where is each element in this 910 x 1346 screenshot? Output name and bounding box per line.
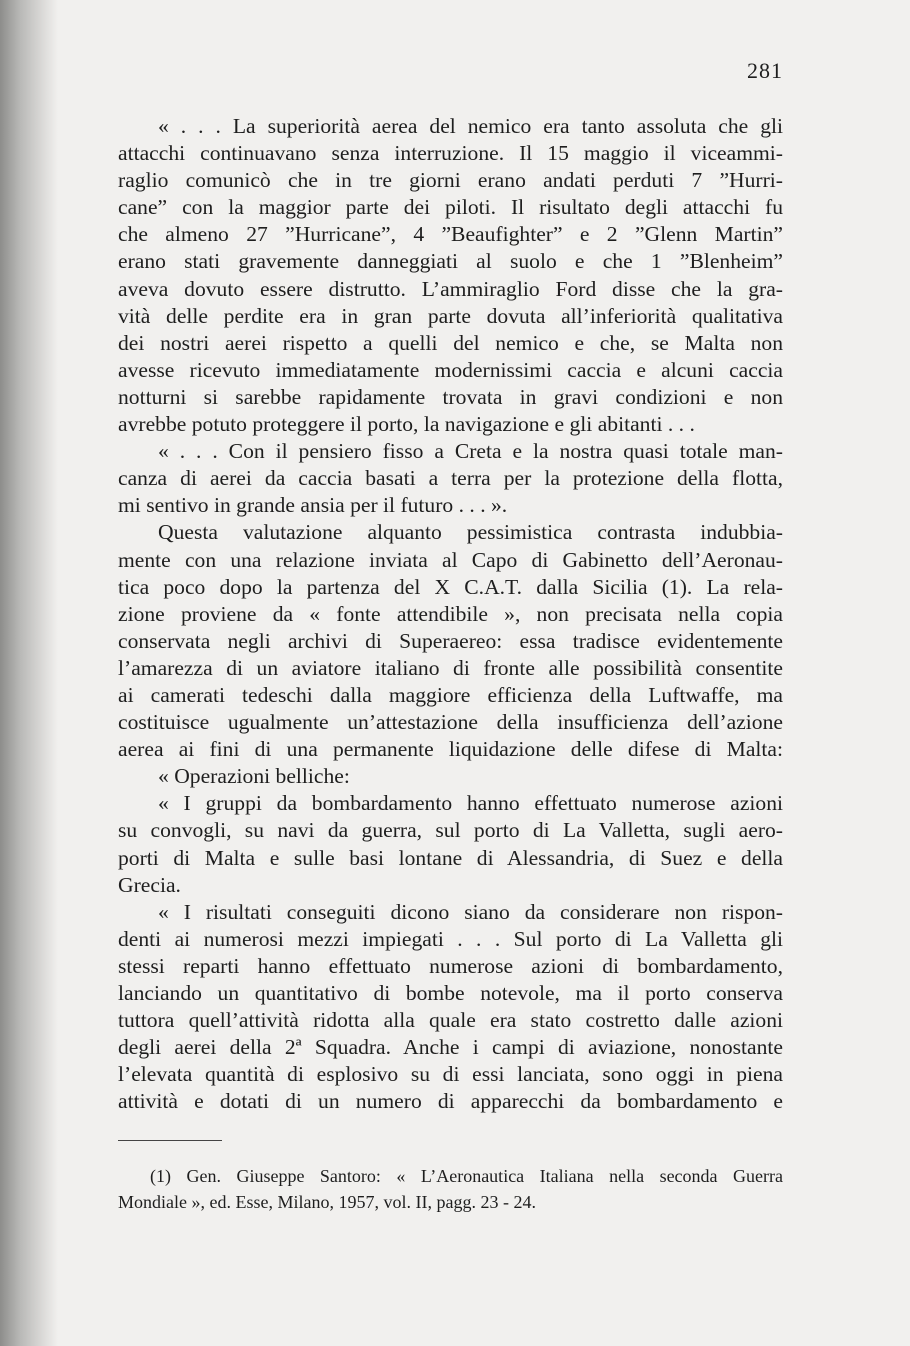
body-line: stessi reparti hanno effettuato numerose azioni di bombardamento, (118, 953, 783, 978)
footnote-line: Mondiale », ed. Esse, Milano, 1957, vol. II, pagg. 23 - 24. (118, 1192, 536, 1212)
body-line: « . . . Con il pensiero fisso a Creta e la nostra quasi totale man- (158, 439, 783, 464)
body-line: tica poco dopo la partenza del X C.A.T. dalla Sicilia (1). La rela- (118, 574, 783, 599)
body-line: l’elevata quantità di esplosivo su di essi lanciata, sono oggi in piena (118, 1062, 783, 1087)
body-line: « Operazioni belliche: (158, 764, 350, 789)
footnote-divider (118, 1140, 222, 1141)
body-line: zione proviene da « fonte attendibile », non precisata nella copia (118, 601, 783, 626)
body-line: degli aerei della 2ª Squadra. Anche i campi di aviazione, nonostante (118, 1035, 783, 1060)
body-line: vità delle perdite era in gran parte dovuta all’inferiorità qualitativa (118, 303, 783, 328)
body-line: porti di Malta e sulle basi lontane di Alessandria, di Suez e della (118, 845, 783, 870)
body-line: cane” con la maggior parte dei piloti. Il risultato degli attacchi fu (118, 195, 783, 220)
page-number: 281 (747, 58, 783, 83)
body-text (118, 113, 783, 1115)
body-line: « I gruppi da bombardamento hanno effettuato numerose azioni (158, 791, 783, 816)
footnote (118, 1163, 783, 1215)
body-line: attacchi continuavano senza interruzione. Il 15 maggio il viceammi- (118, 141, 783, 166)
body-line: Questa valutazione alquanto pessimistica contrasta indubbia- (158, 520, 783, 545)
body-line: « I risultati conseguiti dicono siano da considerare non rispon- (158, 899, 783, 924)
body-line: su convogli, su navi da guerra, sul porto di La Valletta, sugli aero- (118, 818, 783, 843)
body-line: attività e dotati di un numero di apparecchi da bombardamento e (118, 1089, 783, 1114)
body-line: raglio comunicò che in tre giorni erano andati perduti 7 ”Hurri- (118, 168, 783, 193)
body-line: l’amarezza di un aviatore italiano di fronte alle possibilità consentite (118, 655, 783, 680)
body-line: mi sentivo in grande ansia per il futuro . . . ». (118, 493, 508, 518)
body-line: canza di aerei da caccia basati a terra per la protezione della flotta, (118, 466, 783, 491)
page-edge-shadow (0, 0, 58, 1346)
body-line: Grecia. (118, 872, 181, 897)
body-line: lanciando un quantitativo di bombe notevole, ma il porto conserva (118, 981, 783, 1005)
body-line: denti ai numerosi mezzi impiegati . . . Sul porto di La Valletta gli (118, 926, 783, 951)
body-line: che almeno 27 ”Hurricane”, 4 ”Beaufighter” e 2 ”Glenn Martin” (118, 222, 783, 247)
body-line: « . . . La superiorità aerea del nemico era tanto assoluta che gli (158, 114, 783, 138)
body-line: mente con una relazione inviata al Capo di Gabinetto dell’Aeronau- (118, 547, 783, 572)
body-line: costituisce ugualmente un’attestazione della insufficienza dell’azione (118, 710, 783, 735)
body-line: aveva dovuto essere distrutto. L’ammiraglio Ford disse che la gra- (118, 276, 783, 301)
body-line: notturni si sarebbe rapidamente trovata in gravi condizioni e non (118, 384, 783, 409)
body-line: avrebbe potuto proteggere il porto, la navigazione e gli abitanti . . . (118, 412, 695, 437)
body-line: erano stati gravemente danneggiati al suolo e che 1 ”Blenheim” (118, 249, 783, 274)
body-line: ai camerati tedeschi dalla maggiore efficienza della Luftwaffe, ma (118, 682, 783, 707)
body-line: aerea ai fini di una permanente liquidazione delle difese di Malta: (118, 737, 783, 762)
body-line: conservata negli archivi di Superaereo: essa tradisce evidentemente (118, 628, 783, 653)
footnote-line: (1) Gen. Giuseppe Santoro: « L’Aeronautica Italiana nella seconda Guerra (150, 1166, 783, 1186)
body-line: dei nostri aerei rispetto a quelli del nemico e che, se Malta non (118, 330, 783, 355)
body-line: tuttora quell’attività ridotta alla quale era stato costretto dalle azioni (118, 1008, 783, 1033)
body-line: avesse ricevuto immediatamente modernissimi caccia e alcuni caccia (118, 357, 783, 382)
